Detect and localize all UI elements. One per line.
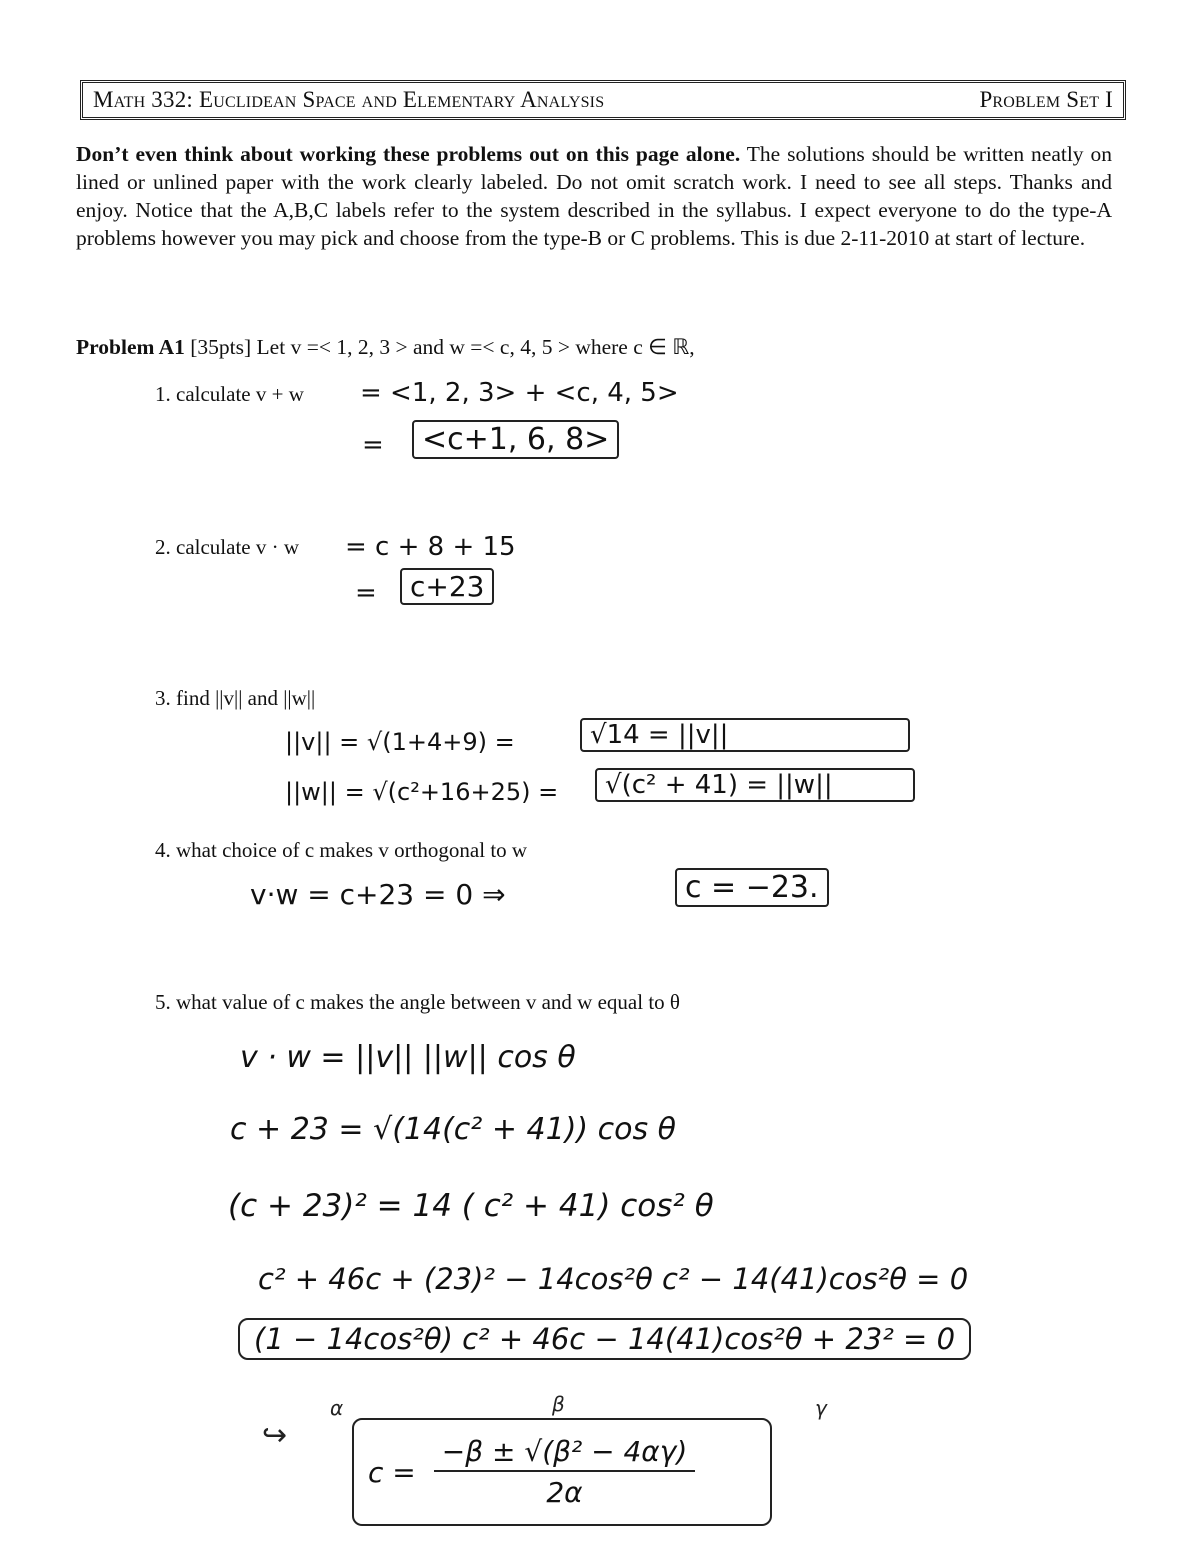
- formula-denominator: 2α: [546, 1476, 583, 1509]
- curved-arrow-icon: ↪: [262, 1418, 288, 1453]
- problem-heading: [76, 335, 695, 360]
- question-text: calculate v + w: [176, 382, 304, 406]
- question-text: find ||v|| and ||w||: [176, 686, 316, 710]
- problem-set-label: Problem Set I: [979, 87, 1113, 112]
- instructions-bold: Don’t even think about working these problems out on this page alone.: [76, 142, 741, 166]
- question-number: 5.: [155, 990, 171, 1014]
- formula-numerator: −β ± √(β² − 4αγ): [434, 1435, 695, 1472]
- q3-norm-v-work: ||v|| = √(1+4+9) =: [285, 728, 515, 756]
- q2-work-line: = c + 8 + 15: [345, 532, 516, 562]
- q2-answer-box: c+23: [400, 568, 494, 605]
- question-2: [155, 535, 299, 560]
- alpha-label: α: [330, 1396, 344, 1420]
- course-title: Math 332: Euclidean Space and Elementary Analysis: [93, 87, 605, 112]
- q5-line-1: v · w = ||v|| ||w|| cos θ: [240, 1040, 576, 1075]
- question-number: 1.: [155, 382, 171, 406]
- q1-equals: =: [362, 430, 384, 460]
- q5-quadratic-box: (1 − 14cos²θ) c² + 46c − 14(41)cos²θ + 23² = 0: [238, 1318, 971, 1360]
- q3-norm-w-work: ||w|| = √(c²+16+25) =: [285, 778, 559, 806]
- q3-norm-w-box: √(c² + 41) = ||w||: [595, 768, 915, 802]
- formula-lhs: c =: [368, 1455, 416, 1489]
- question-4: [155, 838, 527, 863]
- question-number: 2.: [155, 535, 171, 559]
- beta-label: β: [552, 1392, 565, 1416]
- header-box: [80, 80, 1126, 120]
- instructions-paragraph: [76, 140, 1112, 252]
- q2-equals: =: [355, 578, 377, 608]
- question-5: [155, 990, 680, 1015]
- formula-fraction: [434, 1435, 695, 1509]
- q3-norm-v-box: √14 = ||v||: [580, 718, 910, 752]
- gamma-label: γ: [815, 1396, 827, 1420]
- question-number: 3.: [155, 686, 171, 710]
- question-text: what value of c makes the angle between v and w equal to θ: [176, 990, 680, 1014]
- q5-line-4: c² + 46c + (23)² − 14cos²θ c² − 14(41)cos²θ = 0: [258, 1262, 969, 1296]
- question-number: 4.: [155, 838, 171, 862]
- q5-line-3: (c + 23)² = 14 ( c² + 41) cos² θ: [228, 1188, 714, 1224]
- question-1: [155, 382, 304, 407]
- instructions-text: The solutions should be written neatly on lined or unlined paper with the work clearly labeled. Do not omit scratch work. I need to see all steps. Thanks and enjoy. Notice that the A,B,C labels refer to the system described in the syllabus. I expect everyone to do the type-A problems however you may pick and choose from the type-B or C problems. This is due 2-11-2010 at start of lecture.: [76, 142, 1112, 250]
- q5-line-2: c + 23 = √(14(c² + 41)) cos θ: [230, 1112, 677, 1147]
- question-text: what choice of c makes v orthogonal to w: [176, 838, 528, 862]
- quadratic-formula-box: [352, 1418, 772, 1526]
- question-text: calculate v · w: [176, 535, 300, 559]
- q4-answer-box: c = −23.: [675, 868, 829, 907]
- q1-work-line: = <1, 2, 3> + <c, 4, 5>: [360, 378, 679, 408]
- q1-answer-box: <c+1, 6, 8>: [412, 420, 619, 459]
- question-3: [155, 686, 315, 711]
- q4-work-line: v·w = c+23 = 0 ⇒: [250, 878, 506, 911]
- problem-statement: [35pts] Let v =< 1, 2, 3 > and w =< c, 4, 5 > where c ∈ ℝ,: [190, 335, 695, 359]
- problem-label: Problem A1: [76, 335, 185, 359]
